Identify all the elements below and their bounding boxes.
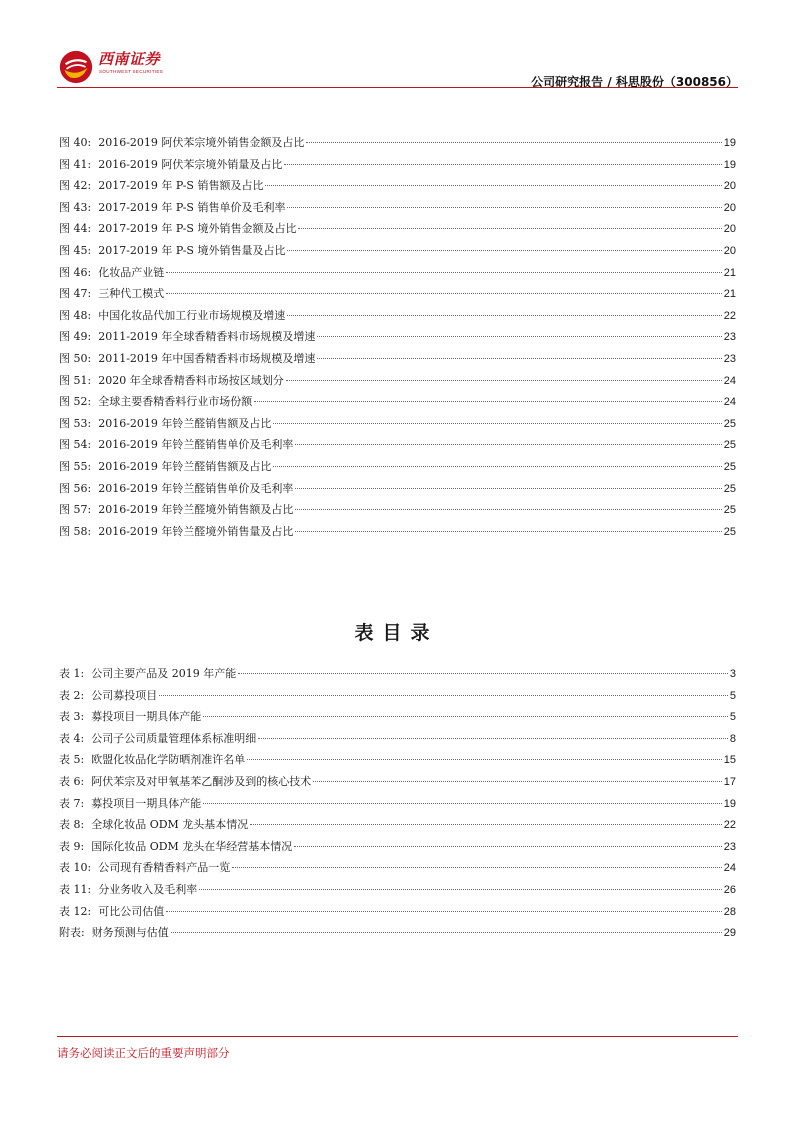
dot-leader — [287, 315, 722, 316]
dot-leader — [171, 932, 722, 933]
figure-entry-page: 21 — [723, 288, 736, 301]
table-entry-page: 8 — [729, 732, 736, 745]
dot-leader — [295, 444, 721, 445]
figure-entry-text: 2016-2019 年铃兰醛销售单价及毛利率 — [98, 438, 294, 452]
table-entry-text: 可比公司估值 — [98, 904, 165, 918]
disclaimer-note: 请务必阅读正文后的重要声明部分 — [57, 1046, 230, 1060]
figure-entry-label: 图 49: — [59, 330, 92, 344]
figure-entry-page: 20 — [723, 201, 736, 214]
table-entry[interactable] — [59, 749, 736, 771]
figure-entry[interactable] — [59, 370, 736, 392]
figure-entry-page: 22 — [723, 309, 736, 322]
dot-leader — [203, 716, 728, 717]
dot-leader — [199, 889, 722, 890]
table-entry-label: 表 4: — [59, 731, 85, 745]
table-entry-text: 分业务收入及毛利率 — [98, 882, 198, 896]
figure-entry-label: 图 53: — [59, 416, 92, 430]
table-entry[interactable] — [59, 663, 736, 685]
brand-name-english: SOUTHWEST SECURITIES — [99, 69, 164, 74]
table-entry-page: 15 — [723, 754, 736, 767]
figure-entry-page: 25 — [723, 482, 736, 495]
table-entry-page: 19 — [723, 797, 736, 810]
table-entry-label: 表 9: — [59, 839, 85, 853]
figure-entry-page: 21 — [723, 266, 736, 279]
table-entry-label: 表 11: — [59, 882, 92, 896]
figure-entry-label: 图 58: — [59, 524, 92, 538]
figure-entry-page: 23 — [723, 331, 736, 344]
figure-entry-label: 图 41: — [59, 157, 92, 171]
figure-entry-text: 全球主要香精香料行业市场份额 — [98, 395, 253, 409]
table-entry-label: 表 2: — [59, 688, 85, 702]
dot-leader — [265, 185, 721, 186]
table-entry-label: 表 10: — [59, 861, 92, 875]
figure-entry-text: 中国化妆品代加工行业市场规模及增速 — [98, 308, 286, 322]
dot-leader — [287, 207, 721, 208]
table-entry[interactable] — [59, 857, 736, 879]
dot-leader — [258, 738, 728, 739]
figure-entry[interactable] — [59, 434, 736, 456]
dot-leader — [250, 824, 721, 825]
figure-entry-page: 25 — [723, 525, 736, 538]
dot-leader — [295, 488, 721, 489]
figure-entry-label: 图 52: — [59, 395, 92, 409]
figure-entry-text: 2011-2019 年全球香精香料市场规模及增速 — [98, 330, 316, 344]
dot-leader — [313, 781, 722, 782]
dot-leader — [287, 250, 721, 251]
dot-leader — [273, 423, 721, 424]
page-header — [57, 40, 738, 90]
figure-entry-text: 2017-2019 年 P-S 境外销售量及占比 — [98, 243, 286, 257]
table-entry[interactable] — [59, 814, 736, 836]
figure-entry[interactable] — [59, 521, 736, 543]
figure-entry-label: 图 46: — [59, 265, 92, 279]
table-entry-text: 国际化妆品 ODM 龙头在华经营基本情况 — [91, 839, 293, 853]
table-entry[interactable] — [59, 836, 736, 858]
table-entry[interactable] — [59, 879, 736, 901]
figure-entry-label: 图 43: — [59, 200, 92, 214]
figure-entry-page: 20 — [723, 244, 736, 257]
table-list — [59, 663, 736, 944]
table-entry[interactable] — [59, 728, 736, 750]
figure-entry[interactable] — [59, 456, 736, 478]
figure-entry-label: 图 47: — [59, 287, 92, 301]
table-entry-text: 募投项目一期具体产能 — [91, 796, 202, 810]
dot-leader — [166, 911, 722, 912]
figure-entry-page: 25 — [723, 417, 736, 430]
figure-entry-label: 图 42: — [59, 179, 92, 193]
figure-entry-text: 2016-2019 阿伏苯宗境外销售金额及占比 — [98, 136, 305, 149]
dot-leader — [298, 228, 721, 229]
dot-leader — [166, 293, 722, 294]
figure-entry-text: 2016-2019 年铃兰醛销售单价及毛利率 — [98, 481, 294, 495]
figure-entry[interactable] — [59, 305, 736, 327]
table-entry[interactable] — [59, 901, 736, 923]
figure-entry[interactable] — [59, 413, 736, 435]
dot-leader — [284, 164, 721, 165]
figure-entry[interactable] — [59, 391, 736, 413]
figure-entry-text: 2011-2019 年中国香精香料市场规模及增速 — [98, 351, 316, 365]
figure-entry[interactable] — [59, 499, 736, 521]
figure-entry[interactable] — [59, 348, 736, 370]
table-entry-text: 公司子公司质量管理体系标准明细 — [91, 731, 257, 745]
table-list-heading: 表目录 — [354, 622, 439, 644]
table-entry-page: 17 — [723, 775, 736, 788]
figure-entry-text: 三种代工模式 — [98, 287, 165, 301]
report-title: 公司研究报告 / 科思股份（300856） — [531, 75, 738, 89]
figure-entry-page: 20 — [723, 223, 736, 236]
dot-leader — [306, 142, 721, 143]
table-entry-page: 29 — [723, 927, 736, 940]
figure-entry-page: 25 — [723, 504, 736, 517]
figure-entry-page: 23 — [723, 352, 736, 365]
table-entry-text: 全球化妆品 ODM 龙头基本情况 — [91, 818, 249, 832]
figure-entry[interactable] — [59, 283, 736, 305]
figure-entry-page: 25 — [723, 439, 736, 452]
table-entry-label: 表 1: — [59, 667, 85, 680]
figure-entry-text: 2017-2019 年 P-S 销售额及占比 — [98, 179, 264, 193]
dot-leader — [286, 380, 722, 381]
table-entry-text: 公司现有香精香料产品一览 — [98, 861, 231, 875]
southwest-securities-logo-icon — [57, 48, 95, 86]
figure-entry-label: 图 54: — [59, 438, 92, 452]
figure-entry-label: 图 50: — [59, 351, 92, 365]
table-entry-label: 表 6: — [59, 774, 85, 788]
dot-leader — [203, 803, 722, 804]
table-entry[interactable] — [59, 706, 736, 728]
table-entry-text: 欧盟化妆品化学防晒剂准许名单 — [91, 753, 246, 767]
dot-leader — [294, 846, 721, 847]
figure-entry-label: 图 40: — [59, 136, 92, 149]
figure-entry[interactable] — [59, 175, 736, 197]
table-entry-label: 表 12: — [59, 904, 92, 918]
figure-list — [59, 132, 736, 542]
figure-entry-page: 19 — [723, 137, 736, 149]
figure-entry-text: 2020 年全球香精香料市场按区域划分 — [98, 373, 284, 387]
table-entry-text: 公司主要产品及 2019 年产能 — [91, 667, 237, 680]
figure-entry-label: 图 55: — [59, 459, 92, 473]
dot-leader — [317, 358, 721, 359]
footer-divider — [57, 1036, 738, 1037]
figure-entry-text: 2016-2019 年铃兰醛境外销售额及占比 — [98, 503, 294, 517]
table-entry-page: 3 — [729, 668, 736, 680]
figure-entry[interactable] — [59, 262, 736, 284]
dot-leader — [295, 531, 721, 532]
table-entry-text: 公司募投项目 — [91, 688, 158, 702]
figure-entry-label: 图 51: — [59, 373, 92, 387]
table-entry-page: 5 — [729, 689, 736, 702]
figure-entry-page: 24 — [723, 374, 736, 387]
table-entry-page: 26 — [723, 883, 736, 896]
table-entry-text: 财务预测与估值 — [91, 926, 169, 940]
table-entry[interactable] — [59, 793, 736, 815]
figure-entry-text: 2016-2019 年铃兰醛销售额及占比 — [98, 459, 272, 473]
table-entry-label: 表 3: — [59, 710, 85, 724]
figure-entry-label: 图 57: — [59, 503, 92, 517]
table-entry-page: 5 — [729, 711, 736, 724]
figure-entry-text: 2016-2019 年铃兰醛销售额及占比 — [98, 416, 272, 430]
figure-entry-text: 2016-2019 年铃兰醛境外销售量及占比 — [98, 524, 294, 538]
table-entry[interactable] — [59, 771, 736, 793]
figure-entry-page: 20 — [723, 180, 736, 193]
figure-entry-page: 19 — [723, 158, 736, 171]
table-entry[interactable] — [59, 685, 736, 707]
table-entry-page: 22 — [723, 819, 736, 832]
figure-entry[interactable] — [59, 132, 736, 154]
dot-leader — [232, 867, 722, 868]
figure-entry[interactable] — [59, 240, 736, 262]
table-entry-text: 募投项目一期具体产能 — [91, 710, 202, 724]
header-divider — [57, 87, 738, 88]
dot-leader — [159, 695, 728, 696]
table-entry-page: 28 — [723, 905, 736, 918]
dot-leader — [273, 466, 721, 467]
figure-entry-label: 图 48: — [59, 308, 92, 322]
dot-leader — [254, 401, 722, 402]
figure-entry[interactable] — [59, 326, 736, 348]
brand-name: 西南证券 — [98, 50, 161, 68]
figure-entry-page: 24 — [723, 396, 736, 409]
figure-entry-page: 25 — [723, 460, 736, 473]
dot-leader — [317, 336, 721, 337]
figure-entry-label: 图 56: — [59, 481, 92, 495]
table-entry-page: 23 — [723, 840, 736, 853]
figure-entry-label: 图 44: — [59, 222, 92, 236]
dot-leader — [238, 673, 728, 674]
figure-entry[interactable] — [59, 154, 736, 176]
dot-leader — [247, 759, 722, 760]
table-entry-label: 表 8: — [59, 818, 85, 832]
table-entry[interactable] — [59, 922, 736, 944]
figure-entry[interactable] — [59, 478, 736, 500]
table-entry-label: 表 7: — [59, 796, 85, 810]
figure-entry-text: 2016-2019 阿伏苯宗境外销量及占比 — [98, 157, 283, 171]
dot-leader — [295, 509, 721, 510]
figure-entry-text: 2017-2019 年 P-S 境外销售金额及占比 — [98, 222, 297, 236]
figure-entry-text: 化妆品产业链 — [98, 265, 165, 279]
table-entry-page: 24 — [723, 862, 736, 875]
figure-entry[interactable] — [59, 197, 736, 219]
table-entry-label: 附表: — [59, 926, 85, 940]
table-entry-text: 阿伏苯宗及对甲氧基苯乙酮涉及到的核心技术 — [91, 774, 312, 788]
figure-entry[interactable] — [59, 218, 736, 240]
figure-entry-text: 2017-2019 年 P-S 销售单价及毛利率 — [98, 200, 286, 214]
figure-entry-label: 图 45: — [59, 243, 92, 257]
dot-leader — [166, 272, 722, 273]
table-entry-label: 表 5: — [59, 753, 85, 767]
